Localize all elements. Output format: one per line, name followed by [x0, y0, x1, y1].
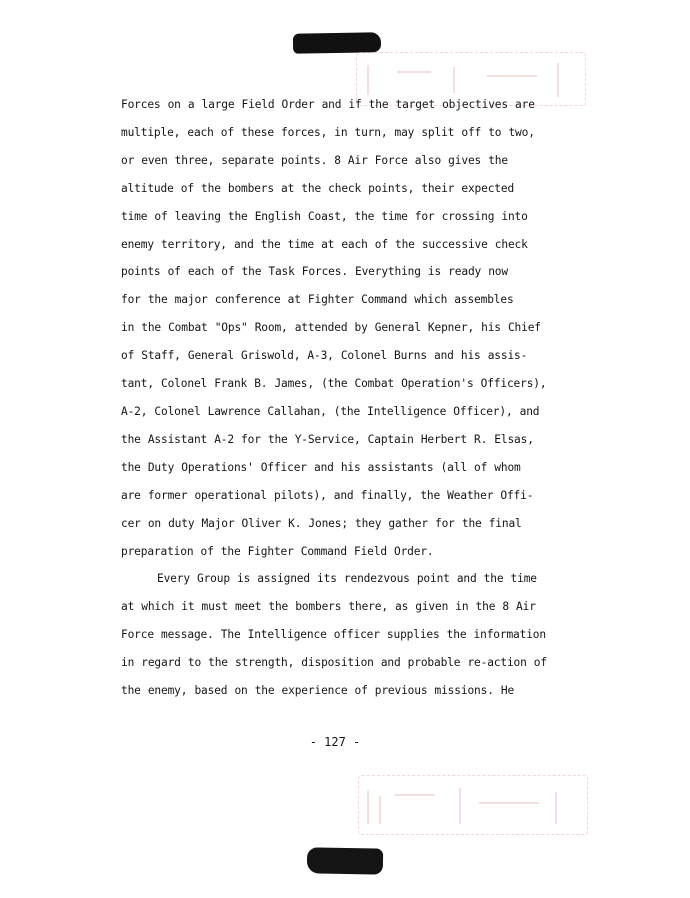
text-line: or even three, separate points. 8 Air Force also gives the	[121, 153, 508, 167]
document-body	[121, 91, 601, 705]
text-line: A-2, Colonel Lawrence Callahan, (the Intelligence Officer), and	[121, 404, 540, 418]
text-line: are former operational pilots), and finally, the Weather Offi-	[121, 488, 534, 502]
text-line: for the major conference at Fighter Command which assembles	[121, 293, 514, 307]
text-line: enemy territory, and the time at each of the successive check	[121, 237, 528, 251]
text-line: of Staff, General Griswold, A-3, Colonel Burns and his assis-	[121, 349, 528, 363]
text-line: tant, Colonel Frank B. James, (the Combat Operation's Officers),	[121, 377, 547, 391]
redaction-mark-top	[293, 32, 381, 54]
text-line: altitude of the bombers at the check points, their expected	[121, 181, 515, 195]
text-line: in regard to the strength, disposition and probable re-action of	[121, 656, 547, 670]
text-line: cer on duty Major Oliver K. Jones; they gather for the final	[121, 516, 522, 530]
text-line: Every Group is assigned its rendezvous point and the time	[157, 572, 537, 586]
text-line: preparation of the Fighter Command Field Order.	[121, 544, 434, 558]
redaction-mark-bottom	[307, 847, 383, 874]
text-line: the Duty Operations' Officer and his assistants (all of whom	[121, 460, 521, 474]
text-line: time of leaving the English Coast, the time for crossing into	[121, 209, 528, 223]
text-line: multiple, each of these forces, in turn, may split off to two,	[121, 125, 535, 139]
text-line: points of each of the Task Forces. Everything is ready now	[121, 265, 508, 279]
page-number: - 127 -	[309, 735, 361, 749]
text-line: in the Combat "Ops" Room, attended by General Kepner, his Chief	[121, 321, 541, 335]
text-line: Forces on a large Field Order and if the target objectives are	[121, 98, 535, 111]
text-line: at which it must meet the bombers there, as given in the 8 Air	[121, 600, 536, 614]
text-line: Force message. The Intelligence officer supplies the information	[121, 628, 546, 642]
text-line: the Assistant A-2 for the Y-Service, Captain Herbert R. Elsas,	[121, 432, 534, 446]
text-line: the enemy, based on the experience of previous missions. He	[121, 684, 515, 698]
faded-stamp-bottom	[358, 775, 588, 835]
